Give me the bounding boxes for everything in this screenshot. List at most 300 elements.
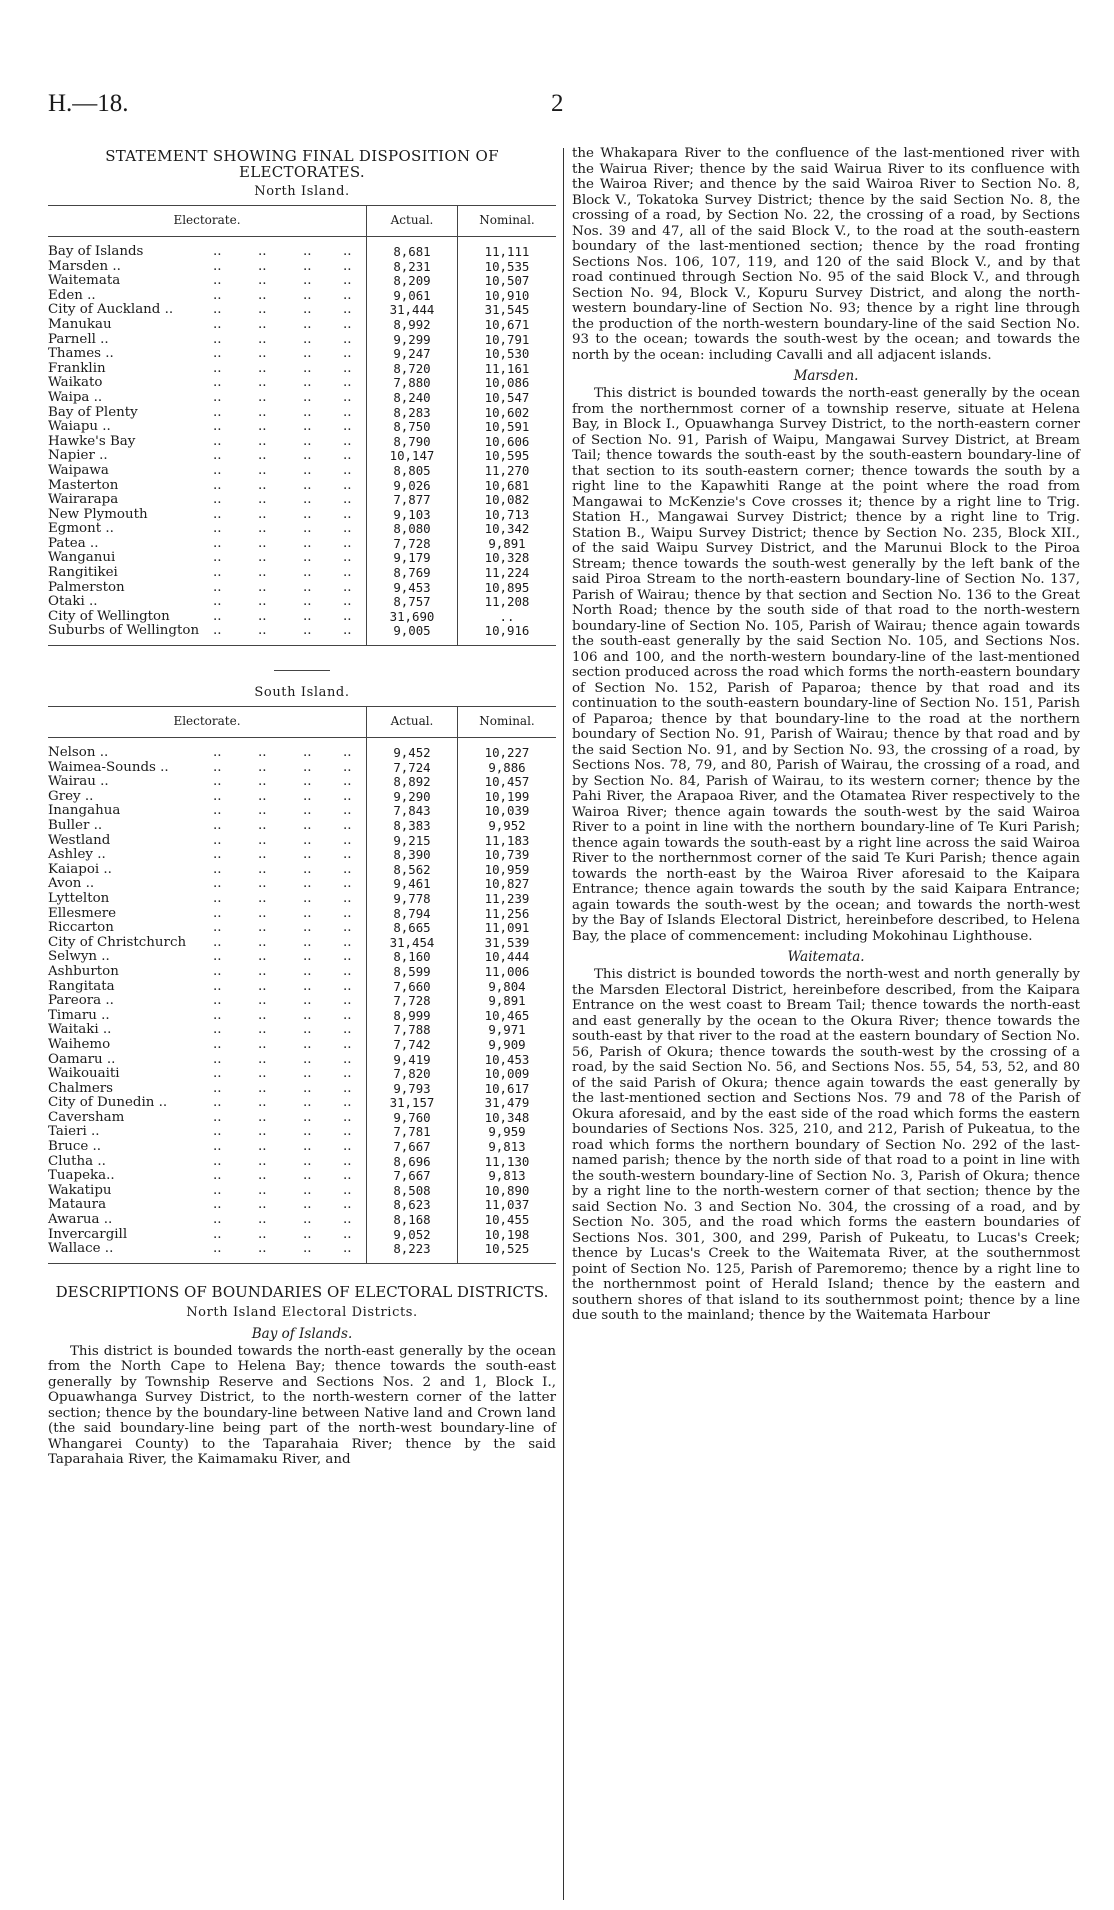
electorate-name: Masterton .. .. .. ..	[48, 477, 352, 493]
actual-value: 31,444	[367, 303, 458, 318]
actual-value: 7,880	[367, 376, 458, 391]
leader-dot: ..	[303, 818, 312, 833]
col-nominal: Nominal.	[458, 206, 557, 237]
leader-dot: ..	[343, 934, 352, 950]
south-island-heading: South Island.	[254, 685, 350, 701]
leader-dot: ..	[343, 419, 352, 435]
actual-value: 9,179	[367, 551, 458, 566]
leader-dot: ..	[258, 506, 267, 522]
table-row	[48, 274, 556, 289]
leader-dot: ..	[258, 993, 267, 1009]
actual-value: 8,720	[367, 362, 458, 377]
leader-dot: ..	[213, 1212, 222, 1228]
leader-dot: ..	[213, 360, 222, 376]
actual-value: 31,157	[367, 1096, 458, 1111]
electorate-name: Manukau .. .. .. ..	[48, 316, 352, 332]
leader-dot: ..	[258, 1212, 267, 1228]
electorate-name: City of Christchurch .. .. .. ..	[48, 934, 352, 950]
leader-dot: ..	[343, 1007, 352, 1023]
actual-value: 9,453	[367, 581, 458, 596]
leader-dot: ..	[258, 1051, 267, 1067]
leader-dot: ..	[258, 462, 267, 478]
electorate-name: Otaki .. .. .. .. ..	[48, 594, 352, 610]
nominal-value: 9,886	[458, 761, 557, 776]
actual-value: 7,728	[367, 537, 458, 552]
leader-dot: ..	[258, 579, 267, 595]
nominal-value: 10,791	[458, 333, 557, 348]
leader-dot: ..	[303, 1241, 312, 1257]
electorate-name: City of Auckland .. .. .. .. ..	[48, 302, 352, 318]
leader-dot: ..	[258, 565, 267, 581]
leader-dot: ..	[343, 1066, 352, 1082]
leader-dot: ..	[343, 1139, 352, 1155]
nominal-value: 10,328	[458, 551, 557, 566]
south-island-table	[48, 706, 556, 1264]
leader-dot: ..	[343, 346, 352, 362]
actual-value: 7,788	[367, 1023, 458, 1038]
table-row	[48, 921, 556, 936]
leader-dot: ..	[213, 876, 222, 892]
actual-value: 8,696	[367, 1155, 458, 1170]
leader-dot: ..	[343, 316, 352, 332]
leader-dot: ..	[343, 963, 352, 979]
leader-dot: ..	[258, 287, 267, 303]
leader-dot: ..	[258, 905, 267, 921]
leader-dot: ..	[213, 759, 222, 775]
leader-dot: ..	[213, 462, 222, 478]
nominal-value: 10,895	[458, 581, 557, 596]
leader-dot: ..	[303, 832, 312, 848]
leader-dot: ..	[303, 623, 312, 639]
electorate-name: Thames .. .. .. .. ..	[48, 346, 352, 362]
leader-dot: ..	[303, 861, 312, 877]
left-column	[48, 148, 556, 1468]
leader-dot: ..	[303, 331, 312, 347]
leader-dot: ..	[343, 774, 352, 790]
leader-dot: ..	[343, 448, 352, 464]
page-header-ref: H.—18.	[48, 90, 129, 117]
leader-dot: ..	[258, 1241, 267, 1257]
electorate-name: Rangitata .. .. .. ..	[48, 978, 352, 994]
actual-value: 8,665	[367, 921, 458, 936]
leader-dot: ..	[303, 934, 312, 950]
electorate-name: Inangahua .. .. .. ..	[48, 803, 352, 819]
electorate-name: Waipa .. .. .. .. ..	[48, 389, 352, 405]
leader-dot: ..	[213, 1007, 222, 1023]
actual-value: 9,452	[367, 746, 458, 761]
leader-dot: ..	[213, 521, 222, 537]
electorate-name: Ellesmere .. .. .. ..	[48, 905, 352, 921]
electorate-name: Ashburton .. .. .. ..	[48, 963, 352, 979]
nominal-value: 9,804	[458, 980, 557, 995]
leader-dot: ..	[258, 448, 267, 464]
table-row	[48, 1228, 556, 1243]
table-row	[48, 537, 556, 552]
actual-value: 9,760	[367, 1111, 458, 1126]
leader-dot: ..	[258, 389, 267, 405]
table-row	[48, 877, 556, 892]
nominal-value: 31,545	[458, 303, 557, 318]
nominal-value: 10,455	[458, 1213, 557, 1228]
leader-dot: ..	[258, 550, 267, 566]
actual-value: 7,877	[367, 493, 458, 508]
electorate-name: Buller .. .. .. .. ..	[48, 818, 352, 833]
leader-dot: ..	[258, 890, 267, 906]
nominal-value: 10,444	[458, 950, 557, 965]
table-row	[48, 1169, 556, 1184]
table-row	[48, 493, 556, 508]
leader-dot: ..	[258, 832, 267, 848]
actual-value: 9,419	[367, 1053, 458, 1068]
leader-dot: ..	[213, 1080, 222, 1096]
electorate-name: Avon .. .. .. .. ..	[48, 876, 352, 892]
actual-value: 8,794	[367, 907, 458, 922]
nominal-value: 11,239	[458, 892, 557, 907]
leader-dot: ..	[213, 550, 222, 566]
leader-dot: ..	[343, 993, 352, 1009]
table-row	[48, 994, 556, 1009]
leader-dot: ..	[303, 550, 312, 566]
electorate-name: Suburbs of Wellington .. .. .. ..	[48, 624, 367, 645]
electorate-name: Tuapeka.. .. .. .. ..	[48, 1168, 352, 1184]
electorate-name: Egmont .. .. .. .. ..	[48, 521, 352, 537]
actual-value: 9,247	[367, 347, 458, 362]
leader-dot: ..	[258, 847, 267, 863]
leader-dot: ..	[213, 404, 222, 420]
electorate-name: Wanganui .. .. .. ..	[48, 550, 352, 566]
leader-dot: ..	[343, 462, 352, 478]
leader-dot: ..	[213, 920, 222, 936]
table-row	[48, 406, 556, 421]
leader-dot: ..	[258, 1066, 267, 1082]
leader-dot: ..	[343, 949, 352, 965]
leader-dot: ..	[303, 1066, 312, 1082]
leader-dot: ..	[303, 506, 312, 522]
leader-dot: ..	[343, 876, 352, 892]
leader-dot: ..	[258, 1226, 267, 1242]
table-row	[48, 1096, 556, 1111]
table-row	[48, 289, 556, 304]
col-actual: Actual.	[367, 206, 458, 237]
table-row	[48, 551, 556, 566]
nominal-value: 10,199	[458, 790, 557, 805]
leader-dot: ..	[303, 346, 312, 362]
leader-dot: ..	[343, 803, 352, 819]
table-row	[48, 318, 556, 333]
leader-dot: ..	[303, 1226, 312, 1242]
leader-dot: ..	[303, 419, 312, 435]
actual-value: 8,240	[367, 391, 458, 406]
leader-dot: ..	[303, 535, 312, 551]
electorate-name: Clutha .. .. .. .. ..	[48, 1153, 352, 1169]
electorate-name: Waikouaiti .. .. .. ..	[48, 1066, 352, 1082]
leader-dot: ..	[213, 1226, 222, 1242]
actual-value: 7,724	[367, 761, 458, 776]
leader-dot: ..	[258, 978, 267, 994]
leader-dot: ..	[343, 1124, 352, 1140]
table-row	[48, 1111, 556, 1126]
leader-dot: ..	[213, 623, 222, 639]
electorate-name: Franklin .. .. .. ..	[48, 360, 352, 376]
table-row	[48, 581, 556, 596]
nominal-value: 10,959	[458, 863, 557, 878]
leader-dot: ..	[303, 1124, 312, 1140]
leader-dot: ..	[303, 1197, 312, 1213]
table-row	[48, 610, 556, 625]
leader-dot: ..	[303, 448, 312, 464]
actual-value: 8,160	[367, 950, 458, 965]
nominal-value: 11,111	[458, 245, 557, 260]
leader-dot: ..	[213, 774, 222, 790]
leader-dot: ..	[343, 1036, 352, 1052]
leader-dot: ..	[343, 890, 352, 906]
table-row	[48, 1213, 556, 1228]
waitemata-text: This district is bounded towords the north-west and north generally by the Marsden Electoral District, hereinbefore described, from the Kaipara Entrance on the west coast to Bream Tail; thence towards the north-east and east generally by the ocean to the Okura River; thence towards the south-east by that river to the road at the eastern boundary of Section No. 56, Parish of Okura; thence towards the south-west by the crossing of a road, by the said Section No. 56, and Sections Nos. 55, 54, 53, 52, and 80 of the said Parish of Okura; thence again towards the east generally by the last-mentioned section and Sections Nos. 79 and 78 of the Parish of Okura aforesaid, and by the east side of the road which forms the eastern boundaries of Sections Nos. 325, 210, and 212, Parish of Pukeatua, to the road which forms the northern boundary of Section No. 292 of the last-named parish; thence by the north side of that road to a point in line with the south-western boundary-line of Section No. 3, Parish of Okura; thence by a right line to the north-western corner of that section; thence by the said Section No. 3 and Section No. 304, the crossing of a road, and by Section No. 305, and the road which forms the eastern boundaries of Sections Nos. 301, 300, and 299, Parish of Pukeatu, to Lucas's Creek; thence by Lucas's Creek to the Waitemata River, at the southernmost point of Section No. 125, Parish of Paremoremo; thence by a right line to the northernmost point of Herald Island; thence by the eastern and southern shores of that island to its southernmost point; thence by a line due south to the mainland; thence by the Waitemata Harbour	[572, 967, 1080, 1323]
leader-dot: ..	[343, 477, 352, 493]
table-row	[48, 449, 556, 464]
leader-dot: ..	[258, 876, 267, 892]
leader-dot: ..	[303, 1139, 312, 1155]
actual-value: 8,750	[367, 420, 458, 435]
actual-value: 8,623	[367, 1198, 458, 1213]
leader-dot: ..	[303, 244, 312, 259]
table-row	[48, 347, 556, 362]
section-rule	[274, 670, 330, 671]
leader-dot: ..	[303, 1022, 312, 1038]
page-number: 2	[551, 90, 564, 117]
leader-dot: ..	[258, 492, 267, 508]
nominal-value: 31,479	[458, 1096, 557, 1111]
actual-value: 8,790	[367, 435, 458, 450]
electorate-name: Palmerston .. .. .. ..	[48, 579, 352, 595]
actual-value: 9,215	[367, 834, 458, 849]
table-row	[48, 1198, 556, 1213]
table-row	[48, 1155, 556, 1170]
leader-dot: ..	[258, 1007, 267, 1023]
electorate-name: Selwyn .. .. .. .. ..	[48, 949, 352, 965]
nominal-value: 10,348	[458, 1111, 557, 1126]
actual-value: 9,290	[367, 790, 458, 805]
electorate-name: Waitemata .. .. .. ..	[48, 273, 352, 289]
electorate-name: Chalmers .. .. .. ..	[48, 1080, 352, 1096]
leader-dot: ..	[303, 1080, 312, 1096]
nominal-value: 11,270	[458, 464, 557, 479]
actual-value: 9,461	[367, 877, 458, 892]
nominal-value: 10,595	[458, 449, 557, 464]
actual-value: 8,390	[367, 848, 458, 863]
leader-dot: ..	[213, 978, 222, 994]
leader-dot: ..	[258, 594, 267, 610]
nominal-value: 10,827	[458, 877, 557, 892]
leader-dot: ..	[343, 1153, 352, 1169]
electorate-name: Pareora .. .. .. .. ..	[48, 993, 352, 1009]
col-electorate: Electorate.	[48, 707, 367, 738]
nominal-value: 9,813	[458, 1169, 557, 1184]
leader-dot: ..	[343, 287, 352, 303]
table-row	[48, 624, 556, 645]
leader-dot: ..	[258, 1139, 267, 1155]
leader-dot: ..	[213, 258, 222, 274]
table-row	[48, 1023, 556, 1038]
leader-dot: ..	[343, 258, 352, 274]
electorate-name: Waiapu .. .. .. .. ..	[48, 419, 352, 435]
electorate-name: Invercargill .. .. .. ..	[48, 1226, 352, 1242]
actual-value: 7,781	[367, 1125, 458, 1140]
actual-value: 7,820	[367, 1067, 458, 1082]
leader-dot: ..	[213, 419, 222, 435]
leader-dot: ..	[213, 1066, 222, 1082]
nominal-value: 11,256	[458, 907, 557, 922]
leader-dot: ..	[343, 331, 352, 347]
table-row	[48, 1242, 556, 1263]
table-row	[48, 936, 556, 951]
leader-dot: ..	[303, 258, 312, 274]
table-row	[48, 1067, 556, 1082]
leader-dot: ..	[303, 949, 312, 965]
nominal-value: 10,681	[458, 479, 557, 494]
actual-value: 7,843	[367, 804, 458, 819]
leader-dot: ..	[303, 477, 312, 493]
nominal-value: 10,535	[458, 260, 557, 275]
leader-dot: ..	[213, 1168, 222, 1184]
leader-dot: ..	[303, 462, 312, 478]
leader-dot: ..	[258, 861, 267, 877]
electorate-name: Waihemo .. .. .. ..	[48, 1036, 352, 1052]
leader-dot: ..	[213, 273, 222, 289]
leader-dot: ..	[213, 244, 222, 259]
electorate-name: Mataura .. .. .. ..	[48, 1197, 352, 1213]
electorate-name: City of Wellington .. .. .. ..	[48, 608, 352, 624]
leader-dot: ..	[213, 861, 222, 877]
leader-dot: ..	[213, 506, 222, 522]
actual-value: 8,681	[367, 245, 458, 260]
nominal-value: 10,606	[458, 435, 557, 450]
leader-dot: ..	[213, 1095, 222, 1111]
leader-dot: ..	[258, 419, 267, 435]
leader-dot: ..	[213, 1182, 222, 1198]
actual-value: 8,209	[367, 274, 458, 289]
leader-dot: ..	[213, 788, 222, 804]
leader-dot: ..	[303, 433, 312, 449]
leader-dot: ..	[213, 565, 222, 581]
nominal-value: 10,547	[458, 391, 557, 406]
leader-dot: ..	[343, 861, 352, 877]
electorate-name: Wairarapa .. .. .. ..	[48, 492, 352, 508]
leader-dot: ..	[343, 623, 352, 639]
actual-value: 9,793	[367, 1082, 458, 1097]
actual-value: 8,231	[367, 260, 458, 275]
north-island-heading: North Island.	[254, 184, 350, 199]
nominal-value: 11,037	[458, 1198, 557, 1213]
bay-of-islands-text: This district is bounded towards the north-east generally by the ocean from the North Cape to Helena Bay; thence towards the south-east generally by Township Reserve and Sections Nos. 2 and 1, Block I., Opuawhanga Survey District, to the north-western corner of the latter section; thence by the boundary-line between Native land and Crown land (the said boundary-line being part of the north-west boundary-line of Whangarei County) to the Taparahaia River; thence by the said Taparahaia River, the Kaimamaku River, and	[48, 1343, 556, 1468]
bay-of-islands-heading: Bay of Islands.	[251, 1325, 353, 1342]
electorate-name: Wairau .. .. .. .. ..	[48, 774, 352, 790]
leader-dot: ..	[343, 535, 352, 551]
leader-dot: ..	[213, 1197, 222, 1213]
leader-dot: ..	[258, 521, 267, 537]
nominal-value: 9,959	[458, 1125, 557, 1140]
leader-dot: ..	[343, 905, 352, 921]
leader-dot: ..	[258, 963, 267, 979]
leader-dot: ..	[343, 832, 352, 848]
actual-value: 8,562	[367, 863, 458, 878]
electorate-name: Eden .. .. .. .. ..	[48, 287, 352, 303]
leader-dot: ..	[303, 1212, 312, 1228]
leader-dot: ..	[343, 1212, 352, 1228]
nominal-value: 11,091	[458, 921, 557, 936]
actual-value: 8,757	[367, 595, 458, 610]
nominal-value: 9,891	[458, 994, 557, 1009]
table-row	[48, 790, 556, 805]
leader-dot: ..	[303, 273, 312, 289]
leader-dot: ..	[213, 1124, 222, 1140]
leader-dot: ..	[213, 608, 222, 624]
column-divider	[563, 148, 564, 1900]
electorate-name: Marsden .. .. .. .. ..	[48, 258, 352, 274]
leader-dot: ..	[258, 273, 267, 289]
leader-dot: ..	[258, 244, 267, 259]
electorate-name: Hawke's Bay .. .. .. ..	[48, 433, 352, 449]
leader-dot: ..	[258, 331, 267, 347]
leader-dot: ..	[343, 565, 352, 581]
actual-value: 8,283	[367, 406, 458, 421]
actual-value: 9,061	[367, 289, 458, 304]
electorate-name: Waipawa .. .. .. ..	[48, 462, 352, 478]
leader-dot: ..	[213, 433, 222, 449]
leader-dot: ..	[258, 375, 267, 391]
electorate-name: Riccarton .. .. .. ..	[48, 920, 352, 936]
nominal-value: 10,457	[458, 775, 557, 790]
north-island-table	[48, 205, 556, 646]
leader-dot: ..	[303, 389, 312, 405]
leader-dot: ..	[258, 1109, 267, 1125]
leader-dot: ..	[303, 608, 312, 624]
leader-dot: ..	[343, 1241, 352, 1257]
table-row	[48, 522, 556, 537]
leader-dot: ..	[343, 521, 352, 537]
leader-dot: ..	[213, 745, 222, 761]
table-row	[48, 1009, 556, 1024]
table-row	[48, 1140, 556, 1155]
leader-dot: ..	[343, 273, 352, 289]
table-row	[48, 362, 556, 377]
nominal-value: 10,009	[458, 1067, 557, 1082]
leader-dot: ..	[258, 1036, 267, 1052]
actual-value: 8,892	[367, 775, 458, 790]
actual-value: 7,742	[367, 1038, 458, 1053]
electorate-name: Caversham .. .. .. ..	[48, 1109, 352, 1125]
nominal-value: 11,130	[458, 1155, 557, 1170]
nominal-value: 10,525	[458, 1242, 557, 1263]
leader-dot: ..	[213, 963, 222, 979]
actual-value: 31,454	[367, 936, 458, 951]
leader-dot: ..	[213, 316, 222, 332]
nominal-value: 10,342	[458, 522, 557, 537]
leader-dot: ..	[303, 375, 312, 391]
nominal-value: 11,161	[458, 362, 557, 377]
table-row	[48, 479, 556, 494]
leader-dot: ..	[303, 905, 312, 921]
leader-dot: ..	[258, 477, 267, 493]
leader-dot: ..	[343, 302, 352, 318]
table-row	[48, 819, 556, 834]
leader-dot: ..	[303, 774, 312, 790]
leader-dot: ..	[213, 535, 222, 551]
electorate-name: Taieri .. .. .. .. ..	[48, 1124, 352, 1140]
electorate-name: Ashley .. .. .. .. ..	[48, 847, 352, 863]
table-row	[48, 1184, 556, 1199]
leader-dot: ..	[343, 1197, 352, 1213]
